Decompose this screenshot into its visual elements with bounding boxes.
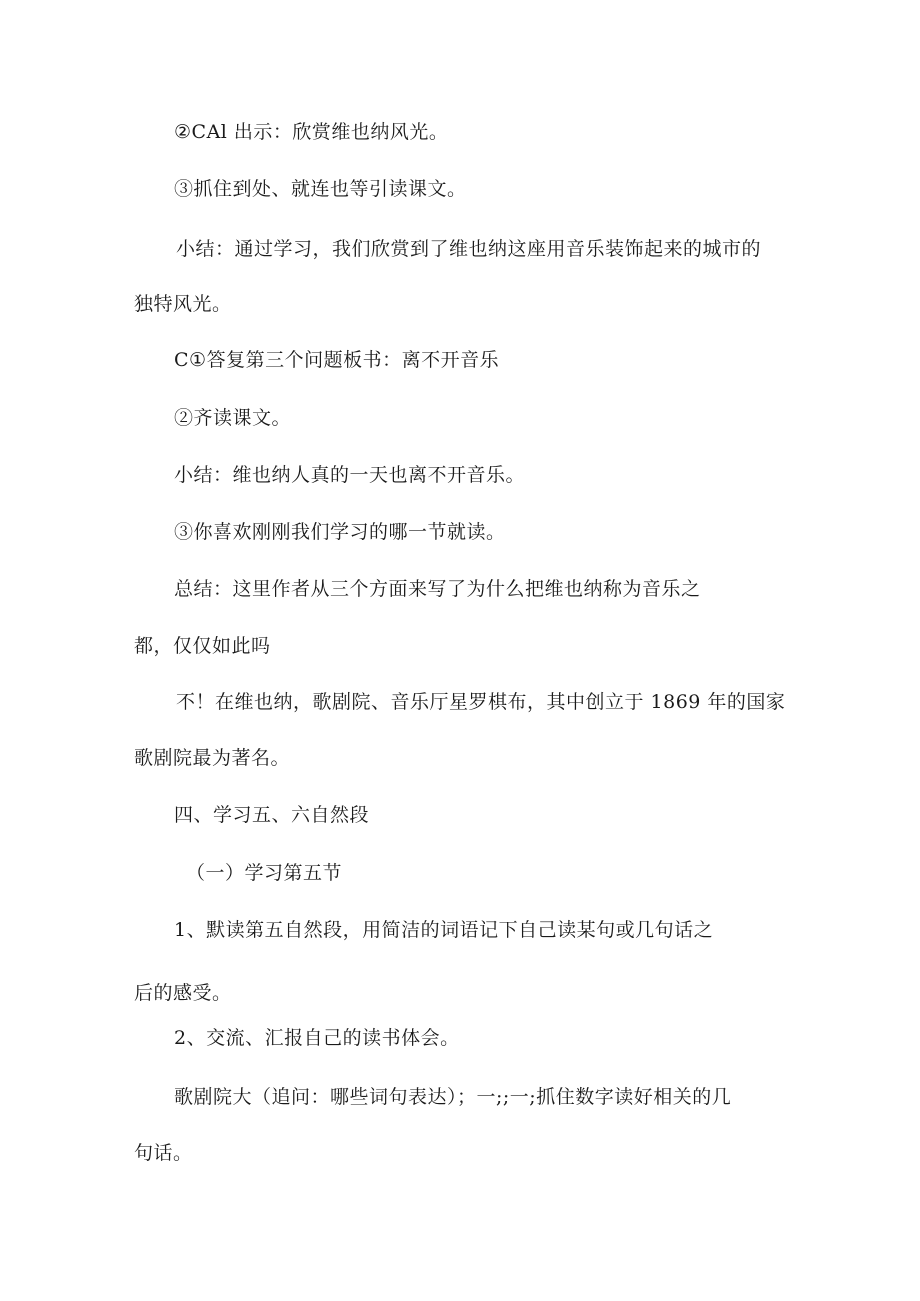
text-line: 四、学习五、六自然段 — [174, 804, 370, 826]
text-line: 独特风光。 — [134, 293, 232, 315]
text-line: 2、交流、汇报自己的读书体会。 — [174, 1027, 460, 1049]
text-line: 总结：这里作者从三个方面来写了为什么把维也纳称为音乐之 — [174, 578, 701, 600]
text-line: 小结：维也纳人真的一天也离不开音乐。 — [174, 464, 526, 486]
text-line: 小结：通过学习，我们欣赏到了维也纳这座用音乐装饰起来的城市的 — [176, 238, 762, 260]
text-line: 都，仅仅如此吗 — [134, 635, 271, 657]
text-line: 后的感受。 — [134, 982, 232, 1004]
text-line: ③你喜欢刚刚我们学习的哪一节就读。 — [174, 521, 506, 543]
text-line: ③抓住到处、就连也等引读课文。 — [174, 178, 467, 200]
text-line: ②CAl 出示：欣赏维也纳风光。 — [174, 121, 449, 143]
text-line: 句话。 — [134, 1142, 193, 1164]
text-line: 歌剧院最为著名。 — [134, 747, 291, 769]
text-line: C①答复第三个问题板书：离不开音乐 — [174, 349, 500, 371]
text-line: （一）学习第五节 — [186, 862, 343, 884]
text-line: 不！在维也纳，歌剧院、音乐厅星罗棋布，其中创立于 1869 年的国家 — [176, 691, 786, 713]
text-line: ②齐读课文。 — [174, 407, 292, 429]
text-line: 歌剧院大（追问：哪些词句表达）；一;;一;抓住数字读好相关的几 — [174, 1086, 732, 1108]
text-line: 1、默读第五自然段，用简洁的词语记下自己读某句或几句话之 — [174, 919, 714, 941]
